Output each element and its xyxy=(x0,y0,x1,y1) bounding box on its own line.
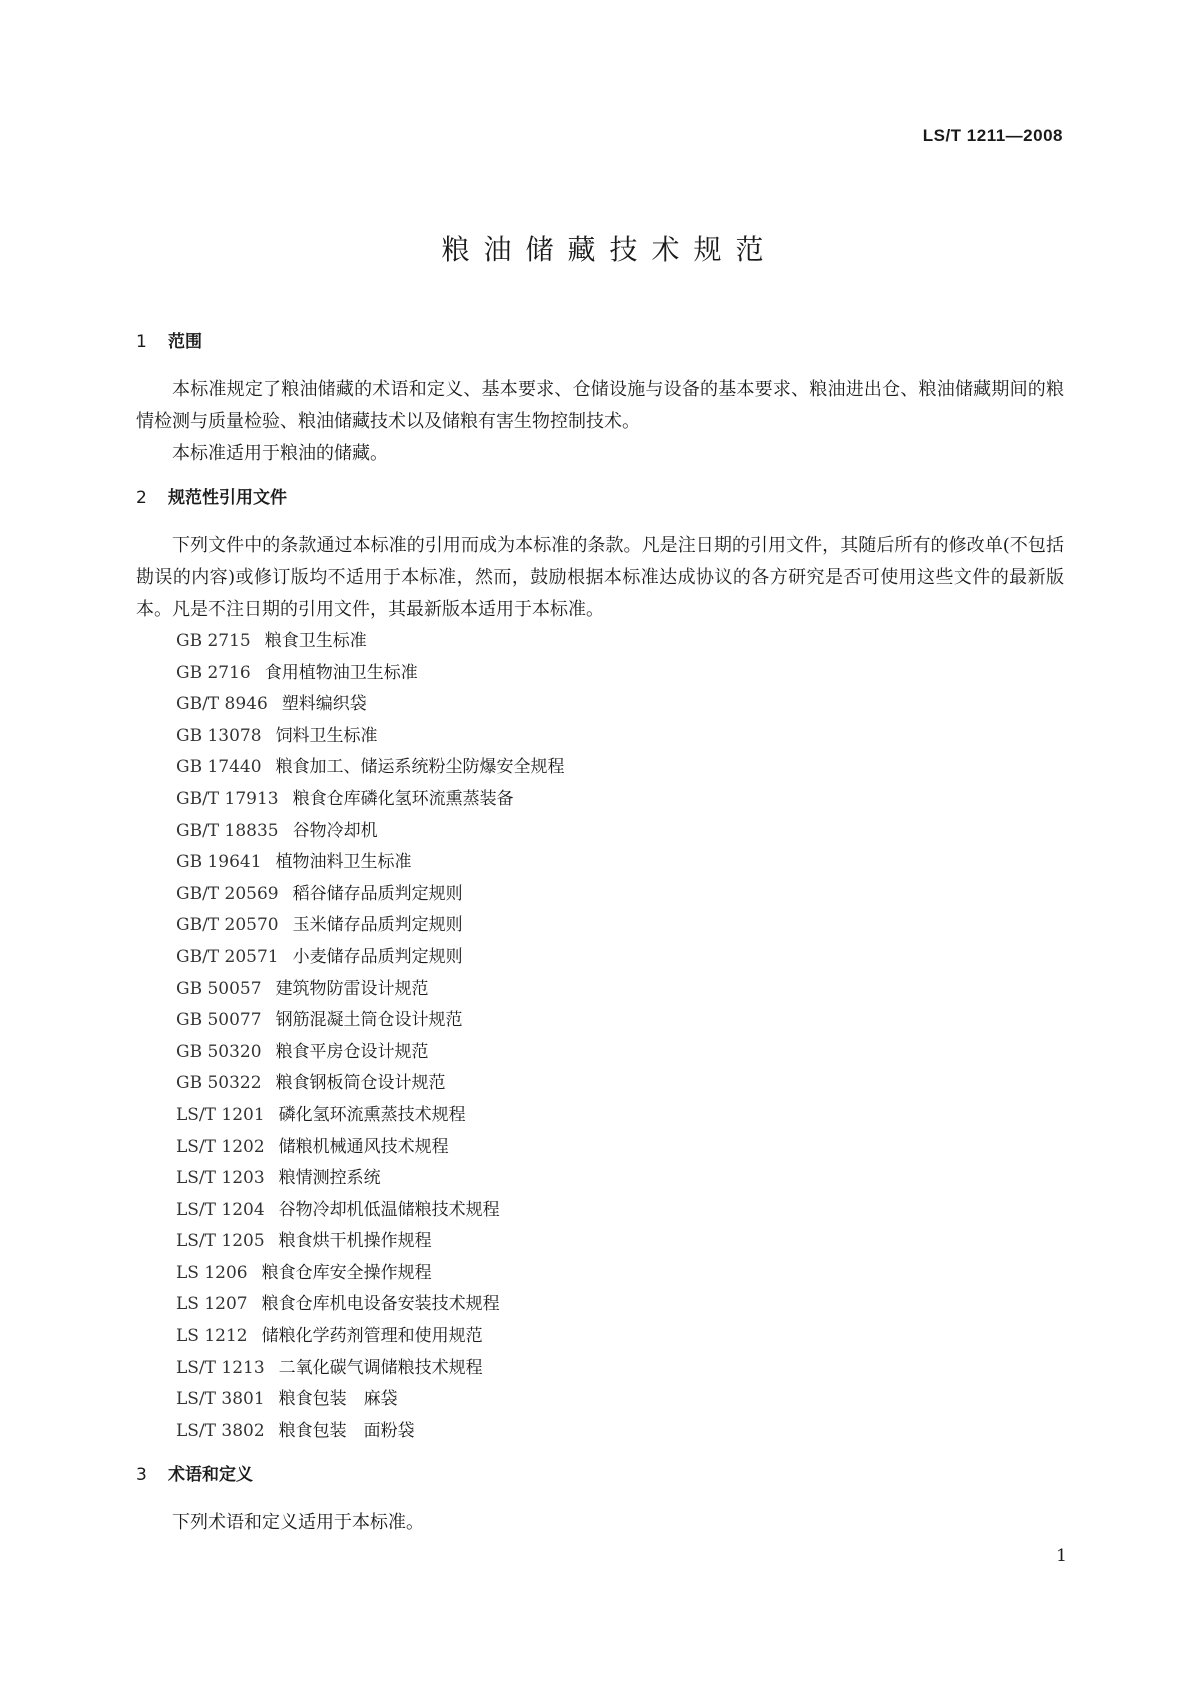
reference-item xyxy=(176,689,1064,721)
reference-code: GB/T 20571 xyxy=(176,946,279,967)
reference-code: GB 2715 xyxy=(176,631,251,651)
reference-item xyxy=(176,721,1064,753)
section-1-heading xyxy=(136,326,1064,358)
section-1-title: 范围 xyxy=(168,332,202,352)
reference-code: LS 1212 xyxy=(176,1326,248,1347)
reference-code: LS/T 1204 xyxy=(176,1199,265,1220)
reference-code: GB/T 17913 xyxy=(176,788,279,809)
reference-title: 钢筋混凝土筒仓设计规范 xyxy=(275,1010,463,1031)
section-3-intro: 下列术语和定义适用于本标准。 xyxy=(172,1512,424,1534)
reference-title: 粮食加工、储运系统粉尘防爆安全规程 xyxy=(275,757,565,778)
reference-item xyxy=(176,626,1064,658)
section-2-intro: 下列文件中的条款通过本标准的引用而成为本标准的条款。凡是注日期的引用文件，其随后所有的修改单(不包括勘误的内容)或修订版均不适用于本标准，然而，鼓励根据本标准达成协议的各方研究是否可使用这些文件的最新版本。凡是不注日期的引用文件，其最新版本适用于本标准。 xyxy=(136,535,1064,620)
reference-title: 建筑物防雷设计规范 xyxy=(275,978,429,999)
reference-item xyxy=(176,1068,1064,1100)
reference-title: 粮食烘干机操作规程 xyxy=(278,1231,432,1252)
reference-title: 磷化氢环流熏蒸技术规程 xyxy=(278,1104,466,1125)
reference-title: 稻谷储存品质判定规则 xyxy=(292,883,463,904)
reference-item xyxy=(176,1416,1064,1448)
reference-list xyxy=(136,626,1064,1447)
reference-code: LS/T 1201 xyxy=(176,1104,265,1125)
reference-title: 玉米储存品质判定规则 xyxy=(292,915,463,936)
section-1-paragraph: 本标准适用于粮油的储藏。 xyxy=(172,443,388,464)
reference-item xyxy=(176,1163,1064,1195)
section-3-heading xyxy=(136,1459,1064,1491)
reference-code: GB 17440 xyxy=(176,757,262,778)
reference-code: LS/T 1213 xyxy=(176,1357,265,1378)
reference-title: 粮食钢板筒仓设计规范 xyxy=(275,1073,446,1094)
section-2-title: 规范性引用文件 xyxy=(168,488,287,508)
reference-code: GB 50077 xyxy=(176,1010,262,1031)
page-number: 1 xyxy=(1056,1546,1067,1566)
section-3-number: 3 xyxy=(136,1465,147,1486)
reference-title: 二氧化碳气调储粮技术规程 xyxy=(278,1357,483,1378)
reference-item xyxy=(176,1289,1064,1321)
reference-title: 饲料卫生标准 xyxy=(275,725,378,746)
reference-item xyxy=(176,1005,1064,1037)
reference-item xyxy=(176,910,1064,942)
reference-title: 谷物冷却机低温储粮技术规程 xyxy=(278,1199,500,1220)
document-title: 粮油储藏技术规范 xyxy=(441,233,778,266)
reference-code: GB/T 20569 xyxy=(176,883,279,904)
reference-code: LS/T 3801 xyxy=(176,1389,265,1410)
reference-title: 粮情测控系统 xyxy=(278,1168,381,1189)
section-2-number: 2 xyxy=(136,488,147,508)
reference-item xyxy=(176,1384,1064,1416)
reference-code: LS 1207 xyxy=(176,1294,248,1315)
reference-item xyxy=(176,847,1064,879)
reference-code: LS/T 1203 xyxy=(176,1168,265,1189)
reference-item xyxy=(176,816,1064,848)
reference-code: GB 19641 xyxy=(176,852,262,873)
reference-code: GB 13078 xyxy=(176,725,262,746)
reference-item xyxy=(176,1195,1064,1227)
reference-code: LS/T 3802 xyxy=(176,1420,265,1441)
reference-title: 储粮化学药剂管理和使用规范 xyxy=(261,1326,483,1347)
reference-title: 粮食包装 麻袋 xyxy=(278,1389,398,1410)
reference-item xyxy=(176,752,1064,784)
reference-code: GB 2716 xyxy=(176,662,251,683)
reference-title: 塑料编织袋 xyxy=(281,694,367,715)
reference-item xyxy=(176,1258,1064,1290)
document-body xyxy=(136,326,1064,1539)
reference-item xyxy=(176,942,1064,974)
reference-title: 植物油料卫生标准 xyxy=(275,852,412,873)
reference-item xyxy=(176,1132,1064,1164)
section-2-heading xyxy=(136,482,1064,514)
section-1-paragraph: 本标准规定了粮油储藏的术语和定义、基本要求、仓储设施与设备的基本要求、粮油进出仓、粮油储藏期间的粮情检测与质量检验、粮油储藏技术以及储粮有害生物控制技术。 xyxy=(136,379,1064,432)
reference-code: LS/T 1205 xyxy=(176,1231,265,1252)
reference-title: 粮食卫生标准 xyxy=(264,631,367,651)
reference-title: 食用植物油卫生标准 xyxy=(264,662,418,683)
reference-title: 小麦储存品质判定规则 xyxy=(292,946,463,967)
standard-code: LS/T 1211—2008 xyxy=(922,126,1063,145)
reference-item xyxy=(176,1353,1064,1385)
reference-item xyxy=(176,1321,1064,1353)
section-3-title: 术语和定义 xyxy=(168,1465,253,1486)
reference-code: LS 1206 xyxy=(176,1262,248,1283)
reference-title: 粮食仓库安全操作规程 xyxy=(261,1262,432,1283)
reference-title: 粮食包装 面粉袋 xyxy=(278,1420,415,1441)
reference-code: GB/T 20570 xyxy=(176,915,279,936)
reference-code: LS/T 1202 xyxy=(176,1136,265,1157)
reference-title: 粮食平房仓设计规范 xyxy=(275,1041,429,1062)
reference-item xyxy=(176,784,1064,816)
reference-item xyxy=(176,1037,1064,1069)
reference-title: 储粮机械通风技术规程 xyxy=(278,1136,449,1157)
reference-item xyxy=(176,974,1064,1006)
reference-title: 谷物冷却机 xyxy=(292,820,378,841)
reference-code: GB 50322 xyxy=(176,1073,262,1094)
section-1-number: 1 xyxy=(136,332,147,352)
reference-code: GB/T 18835 xyxy=(176,820,279,841)
reference-code: GB/T 8946 xyxy=(176,694,268,715)
reference-item xyxy=(176,1226,1064,1258)
reference-title: 粮食仓库磷化氢环流熏蒸装备 xyxy=(292,788,514,809)
reference-item xyxy=(176,1100,1064,1132)
reference-item xyxy=(176,879,1064,911)
reference-item xyxy=(176,658,1064,690)
reference-code: GB 50057 xyxy=(176,978,262,999)
reference-title: 粮食仓库机电设备安装技术规程 xyxy=(261,1294,500,1315)
reference-code: GB 50320 xyxy=(176,1041,262,1062)
